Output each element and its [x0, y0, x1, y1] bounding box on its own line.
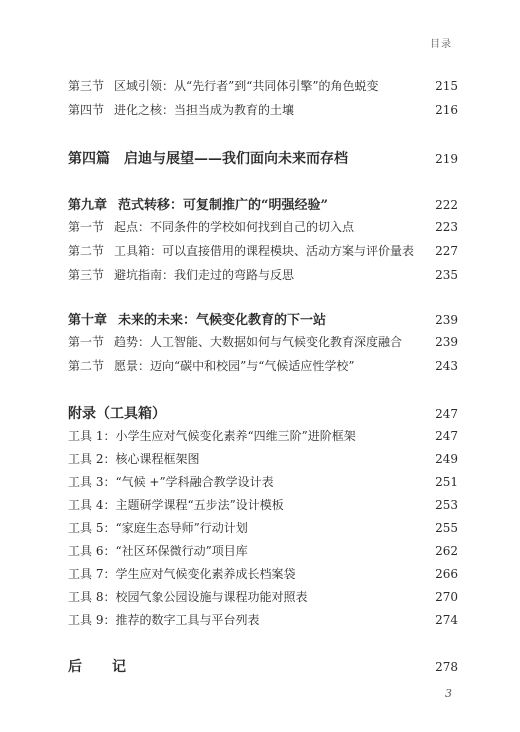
- page-number: 215: [435, 79, 458, 93]
- tool-title: 工具 3：“气候 +”学科融合教学设计表: [68, 475, 274, 489]
- tool-title: 工具 9：推荐的数字工具与平台列表: [68, 613, 260, 627]
- page-number: 249: [435, 452, 458, 466]
- page-number: 243: [435, 359, 458, 373]
- toc-entry-section[interactable]: [68, 218, 458, 235]
- page-number: 253: [435, 498, 458, 512]
- tool-title: 工具 6：“社区环保微行动”项目库: [68, 544, 248, 558]
- section-label: 第二节: [68, 359, 105, 373]
- toc-entry-tool[interactable]: [68, 542, 458, 559]
- section-title: 区域引领：从“先行者”到“共同体引擎”的角色蜕变: [114, 79, 379, 93]
- appendix-title: 附录（工具箱）: [68, 406, 166, 422]
- toc-entry-section[interactable]: [68, 357, 458, 374]
- toc-entry-section[interactable]: [68, 266, 458, 283]
- page-number: 270: [435, 590, 458, 604]
- page-number: 227: [435, 244, 458, 258]
- running-head: 目录: [430, 39, 452, 50]
- part-title: 启迪与展望——我们面向未来而存档: [124, 151, 348, 167]
- tool-title: 工具 1：小学生应对气候变化素养“四维三阶”进阶框架: [68, 429, 356, 443]
- page-number: 247: [435, 429, 458, 443]
- toc-entry-section[interactable]: [68, 101, 458, 118]
- page-number: 247: [435, 407, 458, 421]
- toc-entry-chapter[interactable]: [68, 194, 458, 213]
- section-title: 进化之核：当担当成为教育的土壤: [114, 103, 295, 117]
- tool-title: 工具 5：“家庭生态导师”行动计划: [68, 521, 248, 535]
- page-folio: 3: [445, 687, 452, 700]
- toc-entry-chapter[interactable]: [68, 309, 458, 328]
- page-number: 223: [435, 220, 458, 234]
- section-label: 第一节: [68, 335, 105, 349]
- chapter-title: 未来的未来：气候变化教育的下一站: [118, 313, 327, 328]
- page-number: 274: [435, 613, 458, 627]
- page-number: 266: [435, 567, 458, 581]
- toc-entry-postscript[interactable]: [68, 656, 458, 676]
- toc-entry-tool[interactable]: [68, 496, 458, 513]
- page-number: 235: [435, 268, 458, 282]
- page-number: 239: [435, 313, 458, 327]
- page-number: 262: [435, 544, 458, 558]
- toc-entry-section[interactable]: [68, 333, 458, 350]
- page-number: 251: [435, 475, 458, 489]
- section-title: 起点：不同条件的学校如何找到自己的切入点: [114, 220, 355, 234]
- toc-entry-appendix[interactable]: [68, 403, 458, 423]
- page-number: 255: [435, 521, 458, 535]
- chapter-label: 第十章: [68, 313, 108, 328]
- section-title: 避坑指南：我们走过的弯路与反思: [114, 268, 295, 282]
- toc-entry-tool[interactable]: [68, 588, 458, 605]
- chapter-title: 范式转移：可复制推广的“明强经验”: [118, 198, 328, 213]
- section-label: 第三节: [68, 268, 105, 282]
- section-title: 愿景：迈向“碳中和校园”与“气候适应性学校”: [114, 359, 355, 373]
- toc-entry-tool[interactable]: [68, 427, 458, 444]
- tool-title: 工具 7：学生应对气候变化素养成长档案袋: [68, 567, 296, 581]
- tool-title: 工具 2：核心课程框架图: [68, 452, 200, 466]
- page-number: 219: [435, 152, 458, 166]
- chapter-label: 第九章: [68, 198, 108, 213]
- section-label: 第四节: [68, 103, 105, 117]
- toc-entry-section[interactable]: [68, 77, 458, 94]
- section-title: 工具箱：可以直接借用的课程模块、活动方案与评价量表: [114, 244, 415, 258]
- section-label: 第三节: [68, 79, 105, 93]
- page-number: 222: [435, 198, 458, 212]
- part-label: 第四篇: [68, 151, 110, 167]
- toc-entry-tool[interactable]: [68, 473, 458, 490]
- toc-entry-tool[interactable]: [68, 519, 458, 536]
- toc-entry-tool[interactable]: [68, 450, 458, 467]
- tool-title: 工具 8：校园气象公园设施与课程功能对照表: [68, 590, 308, 604]
- toc-entry-part[interactable]: [68, 148, 458, 168]
- tool-title: 工具 4：主题研学课程“五步法”设计模板: [68, 498, 284, 512]
- page-number: 239: [435, 335, 458, 349]
- toc-entry-tool[interactable]: [68, 565, 458, 582]
- toc-entry-tool[interactable]: [68, 611, 458, 628]
- section-label: 第二节: [68, 244, 105, 258]
- section-label: 第一节: [68, 220, 105, 234]
- toc-entry-section[interactable]: [68, 242, 458, 259]
- section-title: 趋势：人工智能、大数据如何与气候变化教育深度融合: [114, 335, 403, 349]
- page-number: 278: [435, 660, 458, 674]
- postscript-title: 后 记: [68, 659, 134, 675]
- page-number: 216: [435, 103, 458, 117]
